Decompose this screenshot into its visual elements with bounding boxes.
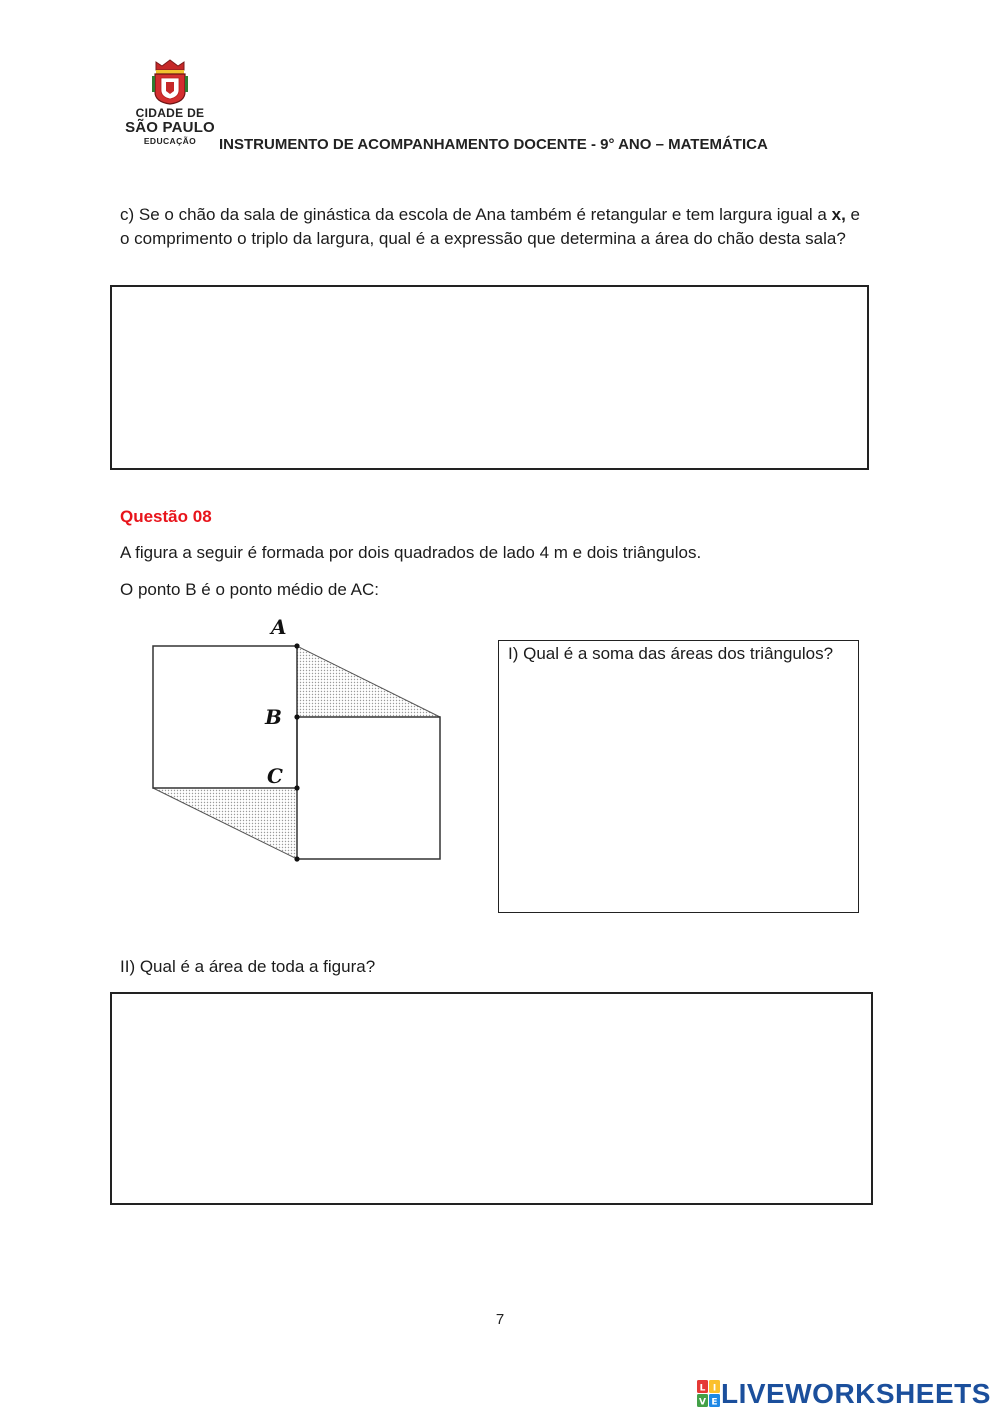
brand-icon-letter-e: E <box>711 1397 718 1408</box>
logo-line-2: SÃO PAULO <box>125 119 215 136</box>
lower-shaded-triangle <box>153 788 297 859</box>
part-2-question: II) Qual é a área de toda a figura? <box>120 957 376 976</box>
page-number: 7 <box>495 1311 505 1328</box>
question-08-statement-2: O ponto B é o ponto médio de AC: <box>120 580 379 599</box>
upper-shaded-triangle <box>297 646 440 717</box>
brand-name: LIVEWORKSHEETS <box>721 1378 991 1409</box>
right-square <box>297 717 440 859</box>
label-c: C <box>267 764 283 788</box>
logo-line-3: EDUCAÇÃO <box>143 136 197 146</box>
question-08-title: Questão 08 <box>120 507 212 526</box>
geometry-figure <box>140 612 460 874</box>
item-c-variable: x, <box>831 205 846 224</box>
item-c-text <box>120 203 872 250</box>
part-1-answer-box[interactable] <box>498 640 859 913</box>
part-2-answer-box[interactable] <box>110 992 873 1205</box>
liveworksheets-brand[interactable] <box>697 1378 991 1410</box>
coat-of-arms-icon <box>120 58 220 106</box>
point-bottom <box>294 856 299 861</box>
logo-line-1: CIDADE DE <box>135 106 205 120</box>
part-1-question: I) Qual é a soma das áreas dos triângulos? <box>508 644 834 663</box>
point-a <box>294 643 299 648</box>
brand-icon-letter-l: L <box>699 1383 706 1394</box>
liveworksheets-logo-icon <box>697 1380 721 1408</box>
document-title: INSTRUMENTO DE ACOMPANHAMENTO DOCENTE - 9° ANO – MATEMÁTICA <box>219 136 768 153</box>
point-b <box>294 714 299 719</box>
brand-icon-letter-v: V <box>699 1397 706 1408</box>
item-c-answer-box[interactable] <box>110 285 869 470</box>
label-a: A <box>271 615 287 639</box>
point-c <box>294 785 299 790</box>
label-b: B <box>265 705 282 729</box>
item-c-text-part2: e o comprimento o triplo da largura, qual é a expressão que determina a área do chão desta sala? <box>120 205 860 248</box>
sao-paulo-education-logo <box>120 58 220 150</box>
item-c-text-part1: c) Se o chão da sala de ginástica da escola de Ana também é retangular e tem largura igual a <box>120 205 832 224</box>
brand-icon-letter-i: I <box>712 1383 717 1394</box>
question-08-statement-1: A figura a seguir é formada por dois quadrados de lado 4 m e dois triângulos. <box>120 543 702 562</box>
